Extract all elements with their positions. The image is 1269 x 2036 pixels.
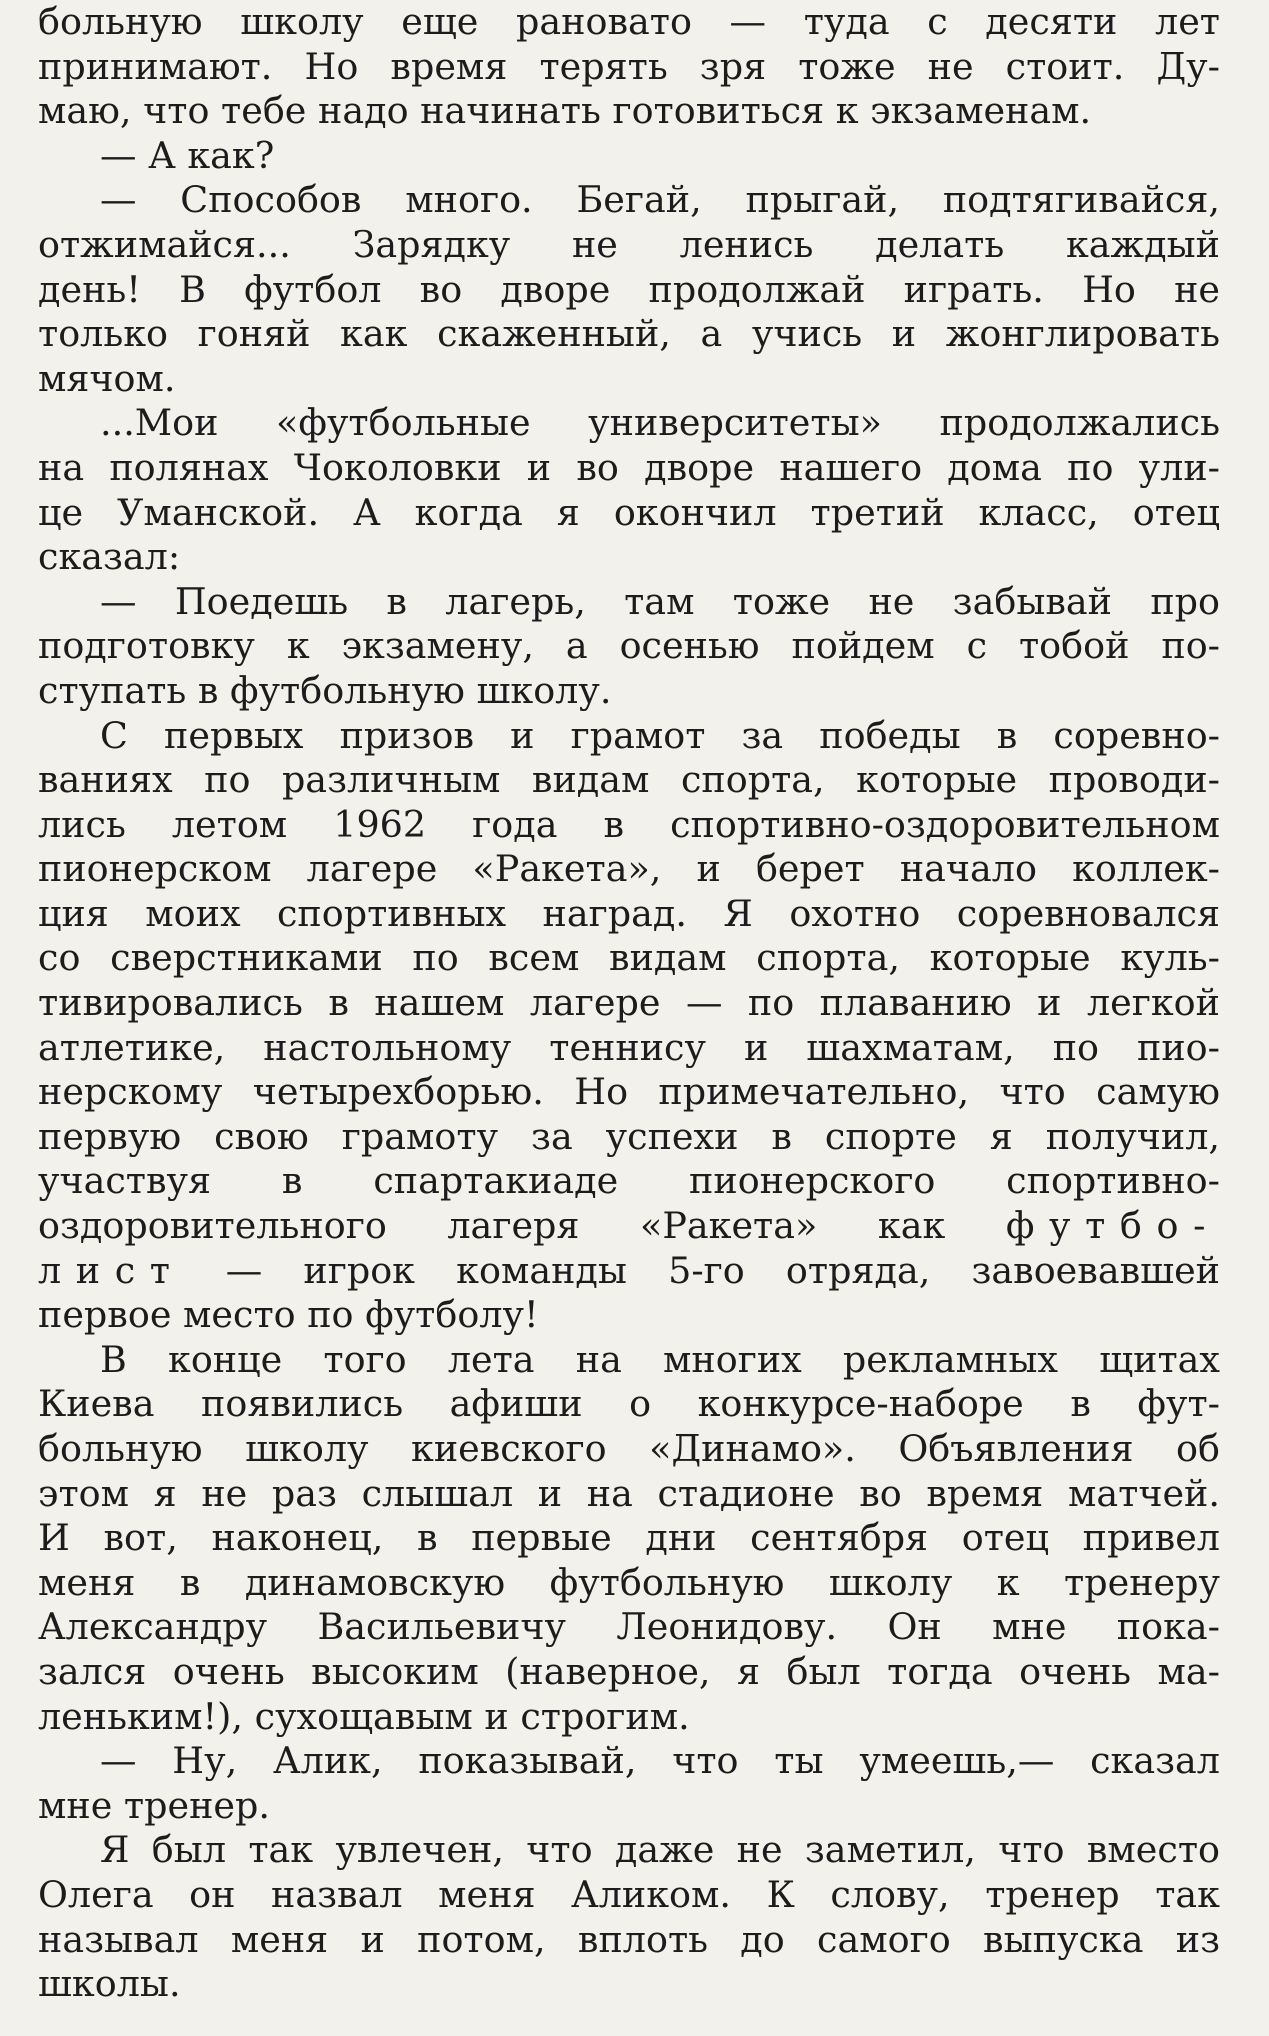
text-line: атлетике, настольному теннису и шахматам, по пио- (38, 1025, 1220, 1069)
text-line: И вот, наконец, в первые дни сентября отец привел (38, 1516, 1220, 1560)
text-line: первое место по футболу! (38, 1293, 539, 1337)
text-line: — А как? (100, 133, 275, 177)
text-line: отжимайся... Зарядку не ленись делать каждый (38, 222, 1220, 266)
spaced-word: лист (38, 1248, 185, 1292)
text-line: на полянах Чоколовки и во дворе нашего дома по ули- (38, 445, 1220, 489)
text-line (38, 1204, 1220, 1249)
text-line: только гоняй как скаженный, а учись и жонглировать (38, 312, 1220, 356)
page-text (38, 0, 1220, 2007)
text-line: участвуя в спартакиаде пионерского спортивно- (38, 1159, 1220, 1203)
text-line: школы. (38, 1962, 181, 2006)
text-line: мне тренер. (38, 1783, 270, 1827)
text-line: тивировались в нашем лагере — по плаванию и легкой (38, 981, 1220, 1025)
text-line: зался очень высоким (наверное, я был тогда очень ма- (38, 1649, 1220, 1693)
text-line: мячом. (38, 356, 176, 400)
text-line: С первых призов и грамот за победы в соревно- (100, 713, 1220, 757)
text-line: принимают. Но время терять зря тоже не стоит. Ду- (38, 44, 1220, 88)
text-fragment: оздоровительного лагеря «Ракета» как (38, 1204, 946, 1248)
spaced-word: футбо- (1005, 1204, 1220, 1248)
text-line: со сверстниками по всем видам спорта, которые куль- (38, 936, 1220, 980)
text-line: ...Мои «футбольные университеты» продолжались (100, 401, 1220, 445)
text-line: больную школу киевского «Динамо». Объявления об (38, 1427, 1220, 1470)
text-line (38, 1249, 1220, 1294)
text-line: меня в динамовскую футбольную школу к тренеру (38, 1560, 1220, 1604)
text-line: Олега он назвал меня Аликом. К слову, тренер так (38, 1872, 1220, 1916)
text-line: сказал: (38, 535, 181, 579)
text-line: ступать в футбольную школу. (38, 668, 612, 712)
text-line: лись летом 1962 года в спортивно-оздоровительном (38, 802, 1220, 846)
text-line: день! В футбол во дворе продолжай играть. Но не (38, 267, 1220, 311)
text-line: — Поедешь в лагерь, там тоже не забывай про (100, 579, 1220, 623)
text-fragment: — игрок команды 5-го отряда, завоевавшей (225, 1248, 1220, 1292)
text-line: больную школу еще рановато — туда с десяти лет (38, 0, 1220, 43)
text-line: нерскому четырехборью. Но примечательно, что самую (38, 1070, 1220, 1114)
text-line: В конце того лета на многих рекламных щитах (100, 1337, 1220, 1381)
text-line: маю, что тебе надо начинать готовиться к экзаменам. (38, 89, 1092, 133)
text-line: Киева появились афиши о конкурсе-наборе в фут- (38, 1382, 1220, 1426)
text-line: первую свою грамоту за успехи в спорте я получил, (38, 1114, 1220, 1158)
text-line: ция моих спортивных наград. Я охотно соревновался (38, 891, 1220, 935)
text-line: подготовку к экзамену, а осенью пойдем с тобой по- (38, 624, 1220, 668)
text-line: ваниях по различным видам спорта, которые проводи- (38, 758, 1220, 802)
text-line: — Способов много. Бегай, прыгай, подтягивайся, (100, 178, 1220, 222)
text-line: Я был так увлечен, что даже не заметил, что вместо (100, 1828, 1220, 1872)
text-line: це Уманской. А когда я окончил третий класс, отец (38, 490, 1220, 534)
text-line: леньким!), сухощавым и строгим. (38, 1694, 690, 1738)
text-line: называл меня и потом, вплоть до самого выпуска из (38, 1917, 1220, 1961)
text-line: этом я не раз слышал и на стадионе во время матчей. (38, 1471, 1220, 1515)
text-line: Александру Васильевичу Леонидову. Он мне пока- (38, 1605, 1220, 1649)
text-line: — Ну, Алик, показывай, что ты умеешь,— сказал (100, 1739, 1220, 1783)
text-line: пионерском лагере «Ракета», и берет начало коллек- (38, 847, 1220, 891)
